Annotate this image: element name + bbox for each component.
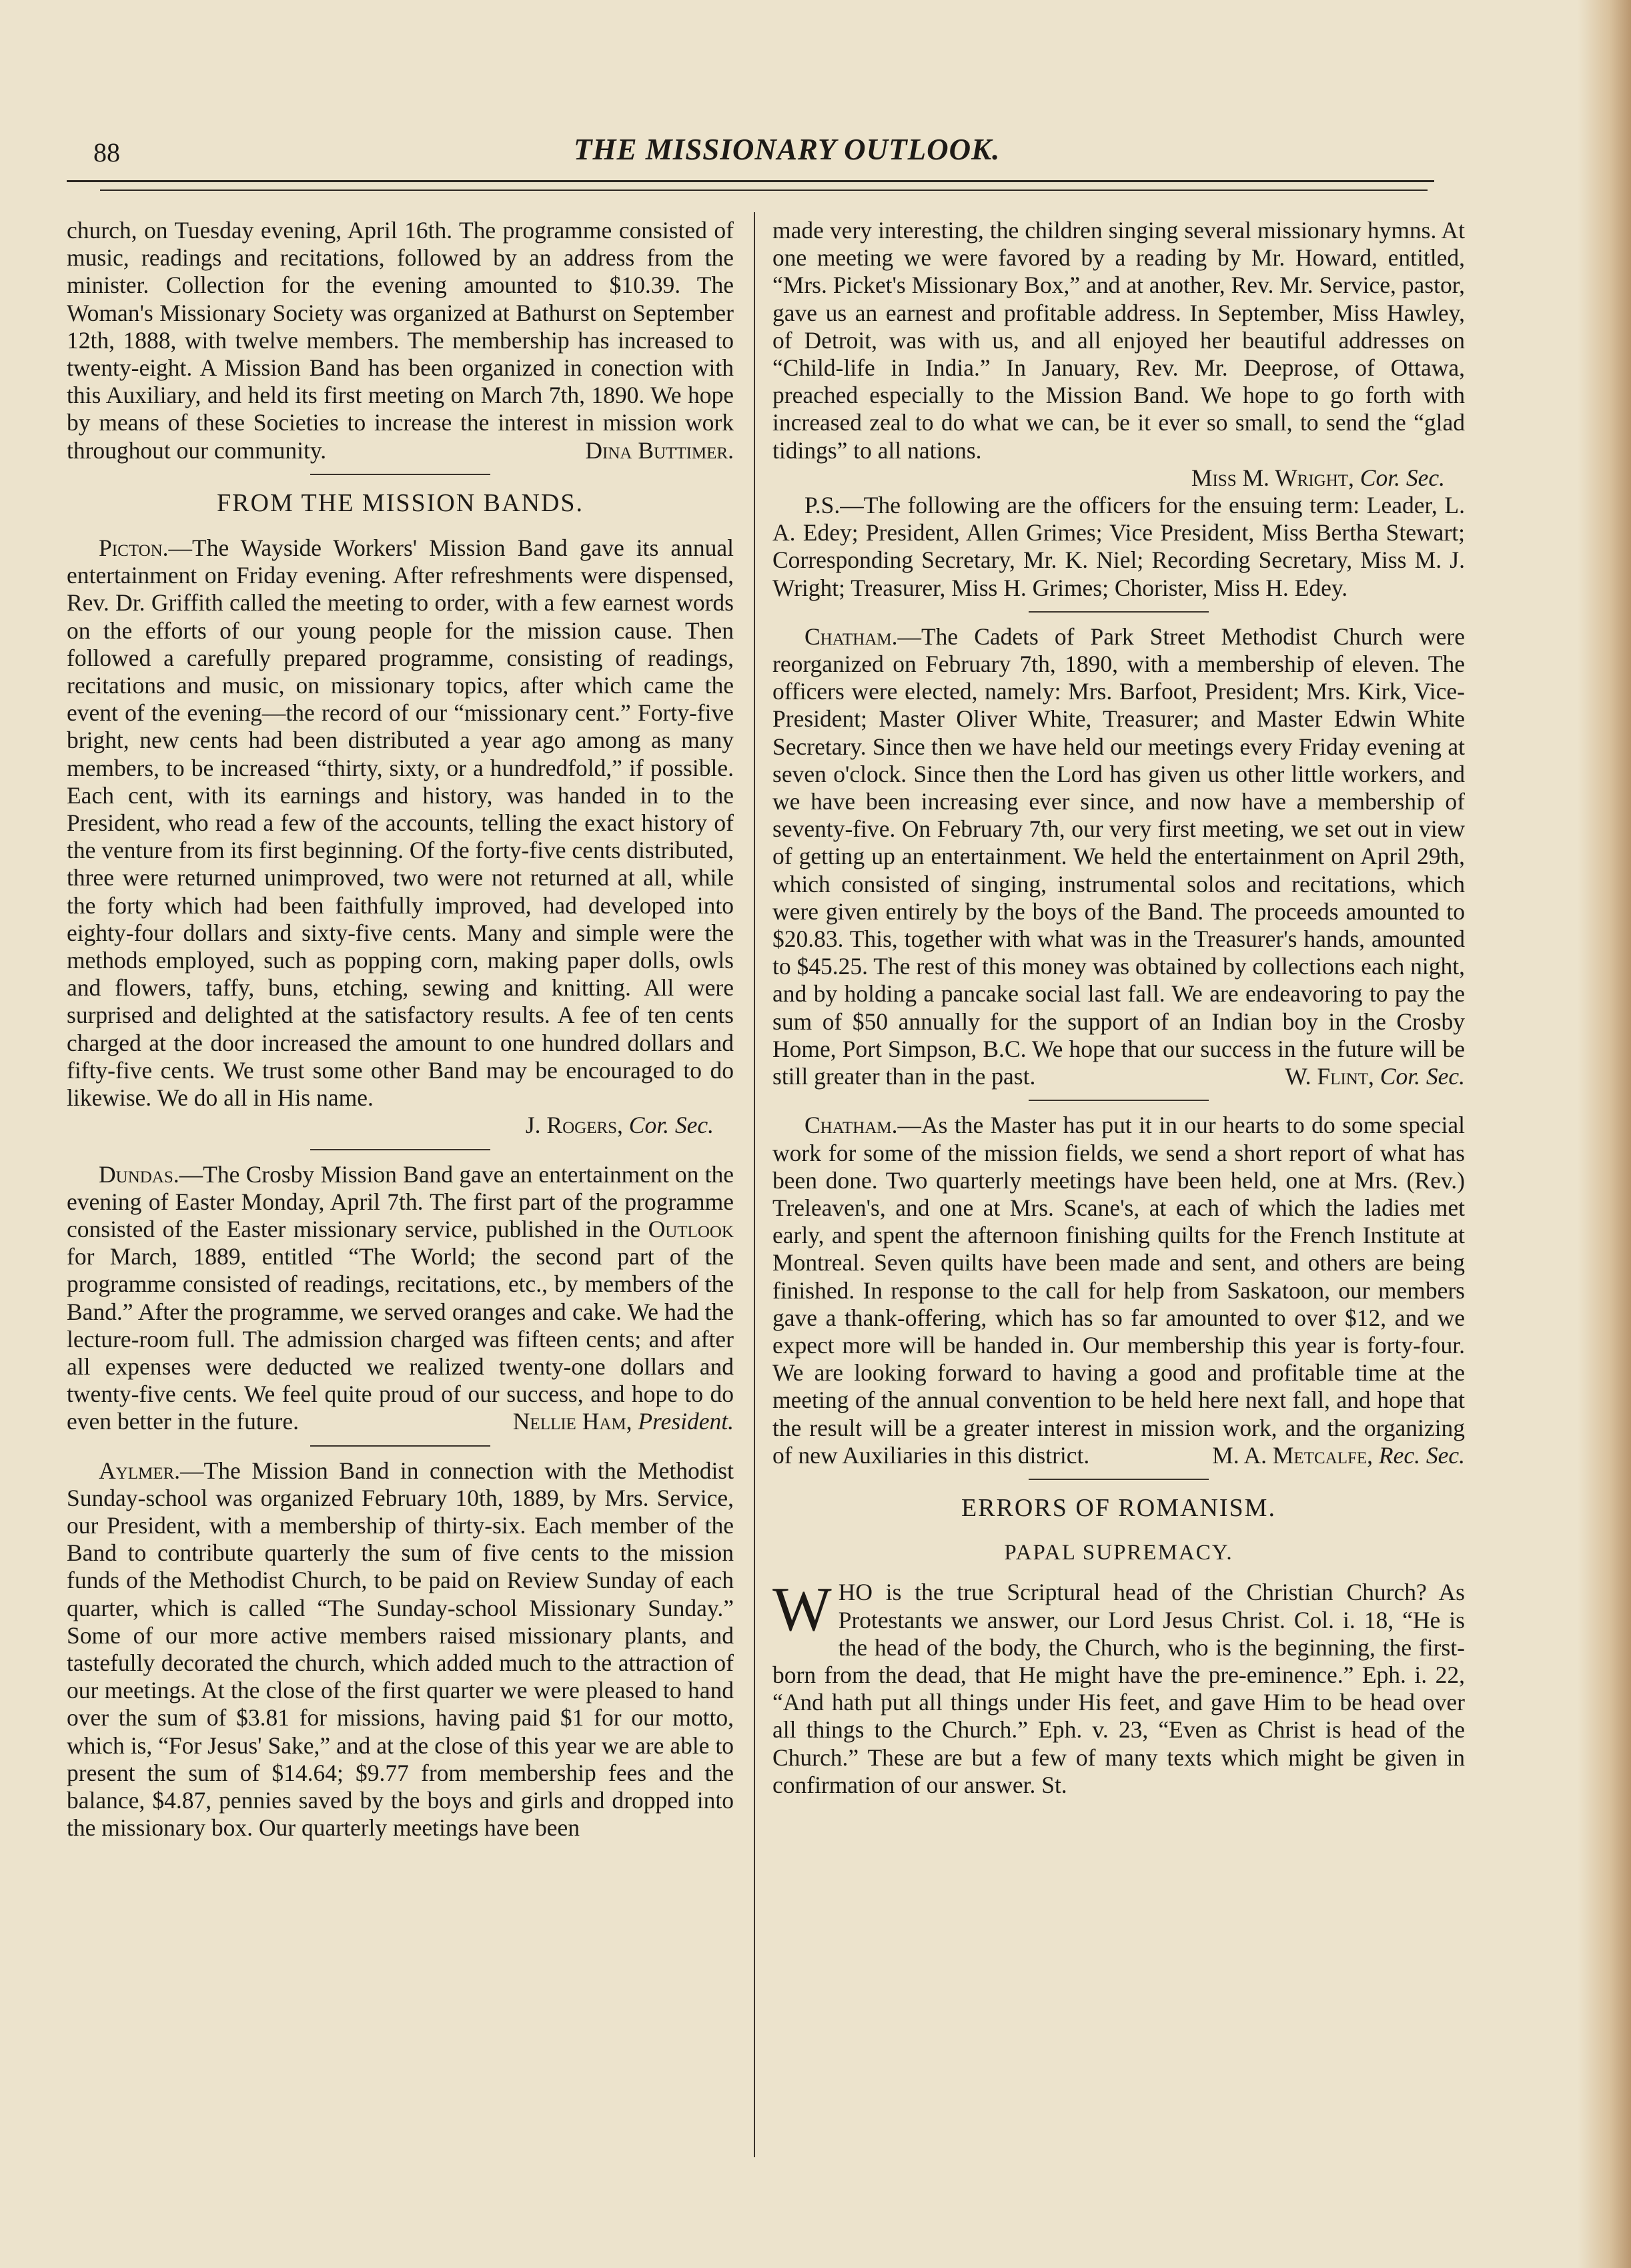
separator-rule xyxy=(310,1445,490,1447)
chatham-auxiliary-report xyxy=(772,1112,1465,1469)
dundas-text-a: —The Crosby Mission Band gave an entertainment on the evening of Easter Monday, April 7th. The first part of the programme consisted of the Easter missionary service, published in the xyxy=(67,1160,734,1242)
section-title-mission-bands: FROM THE MISSION BANDS. xyxy=(217,488,584,517)
header-rule-bottom xyxy=(100,190,1428,191)
aylmer-report xyxy=(67,1457,734,1842)
picton-signature-title: Cor. Sec. xyxy=(628,1112,714,1139)
bathurst-text: church, on Tuesday evening, April 16th. The programme consisted of music, readings and recitations, followed by an address from the minister. Collection for the evening amounted to $10.39. The Woman's Missionary Society was organized at Bathurst on September 12th, 1888, with twelve members. The membership has increased to twenty-eight. A Mission Band has been organized in conection with this Auxiliary, and held its first meeting on March 7th, 1890. We hope by means of these Societies to increase the interest in mission work throughout our community. xyxy=(67,217,734,464)
column-divider xyxy=(754,212,755,2157)
aylmer-cont-text: made very interesting, the children singing several missionary hymns. At one meeting we were favored by a reading by Mr. Howard, entitled, “Mrs. Picket's Missionary Box,” and at another, Rev. Mr. Service, pastor, gave us an earnest and profitable address. In September, Miss Hawley, of Detroit, was with us, and all enjoyed her beautiful addresses on “Child-life in India.” In January, Rev. Mr. Deeprose, of Ottawa, preached especially to the Mission Band. We hope to go forth with increased zeal to do what we can, be it ever so small, to send the “glad tidings” to all nations. xyxy=(772,217,1465,464)
separator-rule xyxy=(1029,611,1209,613)
chatham2-text: —As the Master has put it in our hearts to do some special work for some of the mission fields, we send a short report of what has been done. Two quarterly meetings have been held, one at Mrs. (Rev.) Treleaven's, and one at Mrs. Scane's, at each of which the ladies met early, and spent the afternoon finishing quilts for the French Institute at Montreal. Seven quilts have been made and sent, and others are being finished. In response to the call for help from Saskatoon, our members gave a thank-offering, which has so far amounted to over $12, and we expect more will be handed in. Our membership this year is forty-four. We are looking forward to having a good and profitable time at the meeting of the annual convention to be held here next fall, and hope that the result will be a greater interest in mission work, and the organizing of new Auxiliaries in this district. xyxy=(772,1112,1465,1469)
dundas-signature-name: Nellie Ham, xyxy=(512,1408,632,1435)
aylmer-place: Aylmer. xyxy=(99,1457,181,1484)
papal-supremacy-text xyxy=(772,1575,1465,1799)
picton-text: —The Wayside Workers' Mission Band gave its annual entertainment on Friday evening. After refreshments were dispensed, Rev. Dr. Griffith called the meeting to order, with a few earnest words on the efforts of our young people for the mission cause. Then followed a carefully prepared programme, consisting of readings, recitations and music, on missionary topics, after which came the event of the evening—the record of our “missionary cent.” Forty-five bright, new cents had been distributed a year ago among as many members, to be increased “thirty, sixty, or a hundredfold,” if possible. Each cent, with its earnings and history, was handed in to the President, who read a few of the accounts, telling the exact history of the venture from its first beginning. Of the forty-five cents distributed, three were returned unimproved, two were not returned at all, while the forty which had been faithfully improved, had developed into eighty-four dollars and sixty-five cents. Many and simple were the methods employed, such as popping corn, making paper dolls, owls and flowers, taffy, buns, etching, sewing and knitting. All were surprised and delighted at the satisfactory results. A fee of ten cents charged at the door increased the amount to one hundred dollars and fifty-five cents. We trust some other Band may be encouraged to do likewise. We do all in His name. xyxy=(67,534,734,1112)
chatham1-signature xyxy=(1253,1063,1465,1090)
aylmer-signature-name: Miss M. Wright, xyxy=(1191,464,1354,491)
picton-report xyxy=(67,534,734,1112)
section-rule xyxy=(310,474,490,475)
bathurst-report xyxy=(67,217,734,464)
picton-signature xyxy=(67,1112,734,1139)
aylmer-signature-title: Cor. Sec. xyxy=(1360,464,1445,491)
dundas-signature-title: President. xyxy=(638,1408,734,1435)
chatham2-signature xyxy=(1180,1442,1465,1469)
header-rule-top xyxy=(67,180,1434,182)
aylmer-text: —The Mission Band in connection with the Methodist Sunday-school was organized February 10th, 1889, by Mrs. Service, our President, with a membership of thirty-six. Each member of the Band to contribute quarterly the sum of five cents to the mission funds of the Methodist Church, to be paid on Review Sunday of each quarter, which is called “The Sunday-school Missionary Sunday.” Some of our more active members raised missionary plants, and tastefully decorated the church, which added much to the attraction of our meetings. At the close of the first quarter we were pleased to hand over the sum of $3.81 for missions, having paid $1 for our motto, which is, “For Jesus' Sake,” and at the close of this year we are able to present the sum of $14.64; $9.77 from membership fees and the balance, $4.87, pennies saved by the boys and girls and dropped into the missionary box. Our quarterly meetings have been xyxy=(67,1457,734,1842)
separator-rule xyxy=(1029,1100,1209,1101)
section-title-errors-of-romanism: ERRORS OF ROMANISM. xyxy=(961,1493,1276,1522)
separator-rule xyxy=(310,1149,490,1150)
chatham1-text: —The Cadets of Park Street Methodist Church were reorganized on February 7th, 1890, with a membership of eleven. The officers were elected, namely: Mrs. Barfoot, President; Mrs. Kirk, Vice-President; Master Oliver White, Treasurer; and Master Edwin White Secretary. Since then we have held our meetings every Friday evening at seven o'clock. Since then the Lord has given us other little workers, and we have been increasing ever since, and now have a membership of seventy-five. On February 7th, our very first meeting, we set out in view of getting up an entertainment. We held the entertainment on April 29th, which consisted of singing, instrumental solos and recitations, which were given entirely by the boys of the Band. The proceeds amounted to $20.83. This, together with what was in the Treasurer's hands, amounted to $45.25. The rest of this money was obtained by collections each night, and by holding a pancake social last fall. We are endeavoring to pay the sum of $50 annually for the support of an Indian boy in the Crosby Home, Port Simpson, B.C. We hope that our success in the future will be still greater than in the past. xyxy=(772,623,1465,1090)
dundas-text-b: for March, 1889, entitled “The World; the second part of the programme consisted of readings, recitations, etc., by members of the Band.” After the programme, we served oranges and cake. We had the lecture-room full. The admission charged was fifteen cents; and after all expenses were deducted we realized twenty-one dollars and twenty-five cents. We feel quite proud of our success, and hope to do even better in the future. xyxy=(67,1243,734,1435)
dundas-report xyxy=(67,1161,734,1436)
chatham1-signature-title: Cor. Sec. xyxy=(1380,1063,1465,1090)
page-number: 88 xyxy=(93,137,120,167)
dundas-place: Dundas. xyxy=(99,1160,179,1188)
section-rule xyxy=(1029,1479,1209,1480)
subtitle-papal-supremacy: PAPAL SUPREMACY. xyxy=(1004,1541,1233,1565)
picton-place: Picton. xyxy=(99,534,169,562)
chatham2-place: Chatham. xyxy=(804,1112,898,1139)
chatham-cadets-report xyxy=(772,623,1465,1090)
bathurst-signature: Dina Buttimer. xyxy=(585,436,734,464)
dundas-signature xyxy=(481,1408,734,1435)
chatham2-signature-title: Rec. Sec. xyxy=(1378,1441,1465,1469)
chatham2-signature-name: M. A. Metcalfe, xyxy=(1212,1441,1374,1469)
page-edge-shadow xyxy=(1578,0,1631,2268)
aylmer-signature xyxy=(772,464,1465,492)
ps-officers: P.S.—The following are the officers for the ensuing term: Leader, L. A. Edey; President, Allen Grimes; Vice President, Miss Bertha Stewart; Corresponding Secretary, Mr. K. Niel; Recording Secretary, Miss M. J. Wright; Treasurer, Miss H. Grimes; Chorister, Miss H. Edey. xyxy=(772,492,1465,601)
aylmer-continued xyxy=(772,217,1465,464)
right-column xyxy=(772,217,1465,1799)
chatham1-place: Chatham. xyxy=(804,623,898,650)
left-column xyxy=(67,217,734,1842)
papal-supremacy-body: HO is the true Scriptural head of the Christian Church? As Protestants we answer, our Lord Jesus Christ. Col. i. 18, “He is the head of the body, the Church, who is the beginning, the first-born from the dead, that He might have the pre-eminence.” Eph. i. 22, “And hath put all things under His feet, and gave Him to be head over all things to the Church.” Eph. v. 23, “Even as Christ is head of the Church.” These are but a few of many texts which might be given in confirmation of our answer. St. xyxy=(772,1579,1465,1798)
drop-cap-letter: W xyxy=(772,1575,832,1645)
running-head-title: THE MISSIONARY OUTLOOK. xyxy=(574,133,1001,166)
chatham1-signature-name: W. Flint, xyxy=(1285,1063,1374,1090)
dundas-outlook: Outlook xyxy=(648,1215,734,1242)
picton-signature-name: J. Rogers, xyxy=(525,1112,623,1139)
